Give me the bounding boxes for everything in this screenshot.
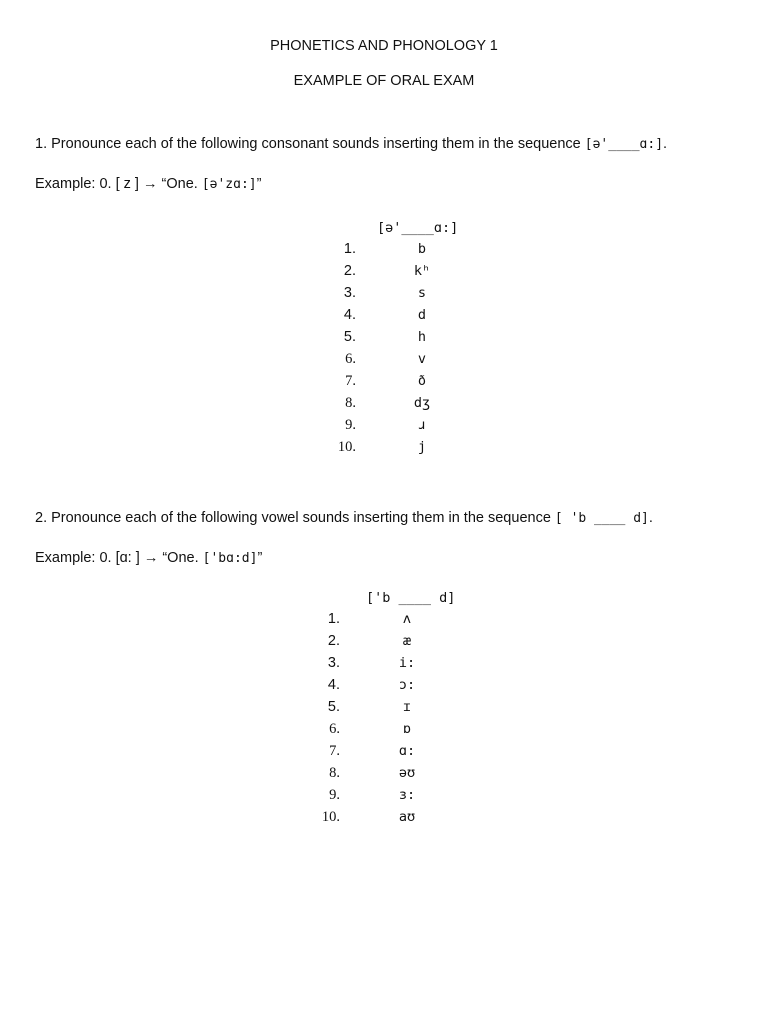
item-symbol: əʊ [398,765,416,781]
item-symbol: h [417,329,427,345]
item-symbol: ð [417,373,427,389]
item-number: 10. [321,809,340,825]
section2-example-sound: [ɑ: ] [115,550,140,566]
item-number: 8. [345,395,356,411]
document-subtitle: EXAMPLE OF ORAL EXAM [293,73,475,89]
item-symbol: dʒ [413,395,431,411]
section1-table-header: [ə'____ɑ:] [377,220,459,236]
item-symbol: ɑ: [398,743,416,759]
section1-instruction [35,136,667,152]
section1-example-reading-post: ” [256,176,262,192]
item-number: 1. [343,241,356,257]
section1-example-sound: [ z ] [115,176,139,192]
section1-frame: [ə'____ɑ:] [584,137,664,152]
item-symbol: æ [402,633,412,649]
section2-example-reading-post: ” [257,550,263,566]
item-number: 1. [327,611,340,627]
item-number: 5. [327,699,340,715]
item-number: 7. [329,743,340,759]
item-number: 2. [327,633,340,649]
item-number: 7. [345,373,356,389]
item-number: 3. [343,285,356,301]
item-symbol: d [417,307,427,323]
item-symbol: ɔ: [398,677,416,693]
item-number: 2. [343,263,356,279]
arrow-icon: → [143,550,159,566]
item-number: 4. [343,307,356,323]
document-title: PHONETICS AND PHONOLOGY 1 [270,38,498,54]
item-number: 10. [337,439,356,455]
section1-instruction-text: 1. Pronounce each of the following consonant sounds inserting them in the sequence [35,136,585,152]
section2-example-reading-pre: “One. [158,550,203,566]
item-symbol: ɹ [417,417,427,433]
item-symbol: s [417,285,427,301]
item-number: 4. [327,677,340,693]
item-number: 6. [345,351,356,367]
item-symbol: ʌ [402,611,412,627]
item-symbol: ɪ [402,699,412,715]
section1-example [35,176,261,192]
section1-example-label: Example: 0. [35,176,116,192]
arrow-icon: → [143,176,158,192]
item-symbol: kʰ [413,263,431,279]
section2-frame: [ 'b ____ d] [554,511,649,526]
section2-instruction-end: . [648,510,653,526]
item-number: 8. [329,765,340,781]
section2-instruction-text: 2. Pronounce each of the following vowel sounds inserting them in the sequence [35,510,555,526]
section2-instruction [35,510,653,526]
item-symbol: aʊ [398,809,416,825]
item-symbol: b [417,241,427,257]
item-symbol: j [417,439,427,455]
item-number: 5. [343,329,356,345]
item-symbol: v [417,351,427,367]
item-symbol: ɜ: [398,787,416,803]
section1-instruction-end: . [663,136,668,152]
item-number: 3. [327,655,340,671]
item-number: 9. [329,787,340,803]
item-symbol: ɒ [402,721,412,737]
section2-example-reading: ['bɑ:d] [202,551,258,566]
section2-example [35,550,262,566]
item-number: 6. [329,721,340,737]
section1-example-reading: [ə'zɑ:] [201,177,257,192]
section2-example-label: Example: 0. [35,550,116,566]
section2-table-header: ['b ____ d] [366,590,456,606]
item-symbol: i: [398,655,416,671]
item-number: 9. [345,417,356,433]
section1-example-reading-pre: “One. [157,176,202,192]
